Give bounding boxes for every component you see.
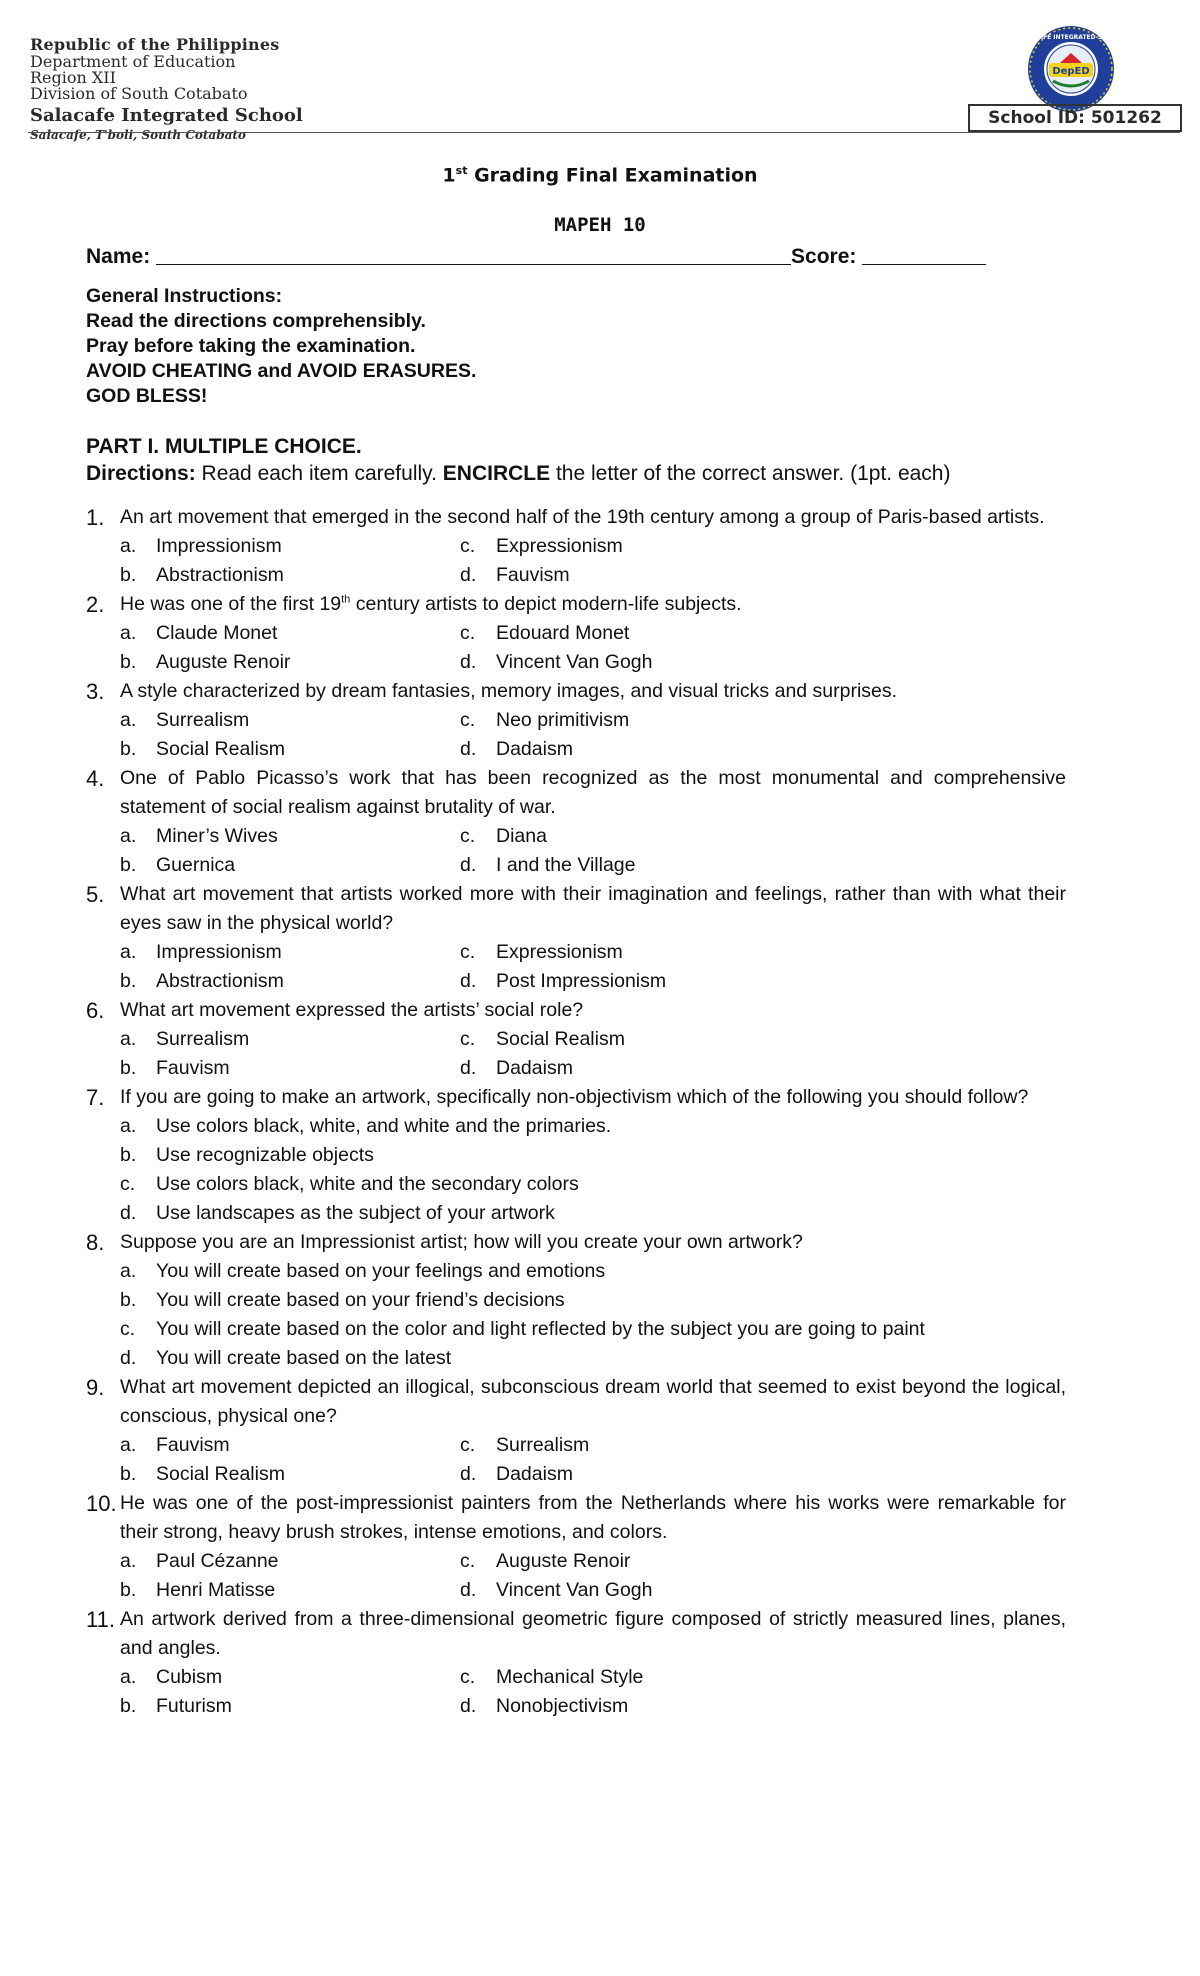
question-text: He was one of the post-impressionist painters from the Netherlands where his works were remarkable for their strong, heavy brush strokes, intense emotions, and colors. xyxy=(120,1492,1066,1543)
option-letter[interactable]: c. xyxy=(460,709,476,731)
option-text: Guernica xyxy=(156,854,236,876)
score-field[interactable] xyxy=(862,244,986,265)
option-letter[interactable]: b. xyxy=(120,1695,137,1717)
option-letter[interactable]: d. xyxy=(460,564,477,586)
answer-options xyxy=(120,1431,1066,1489)
answer-options xyxy=(120,938,1066,996)
option-letter[interactable]: a. xyxy=(120,535,137,557)
option-text: I and the Village xyxy=(496,854,636,876)
option-text: You will create based on your feelings and emotions xyxy=(156,1260,606,1282)
option-letter[interactable]: a. xyxy=(120,1115,137,1137)
question-item xyxy=(86,880,1066,996)
answer-options xyxy=(120,706,1066,764)
option-letter[interactable]: a. xyxy=(120,941,137,963)
answer-option[interactable] xyxy=(460,1054,860,1083)
option-letter[interactable]: b. xyxy=(120,1144,137,1166)
option-letter[interactable]: a. xyxy=(120,825,137,847)
question-item xyxy=(86,1605,1066,1721)
score-label: Score: xyxy=(791,245,857,268)
instruction-line: Read the directions comprehensibly. xyxy=(86,310,426,332)
question-item xyxy=(86,590,1066,677)
question-text: Suppose you are an Impressionist artist; how will you create your own artwork? xyxy=(120,1231,803,1253)
option-letter[interactable]: c. xyxy=(460,1550,476,1572)
answer-option[interactable] xyxy=(120,1141,1020,1170)
answer-option[interactable] xyxy=(120,1460,460,1489)
answer-option[interactable] xyxy=(120,1344,1020,1373)
question-text: An art movement that emerged in the second half of the 19th century among a group of Paris-based artists. xyxy=(120,506,1045,528)
school-name: Salacafe Integrated School xyxy=(30,105,303,126)
directions-label: Directions: xyxy=(86,462,196,485)
question-number: 10. xyxy=(86,1491,117,1516)
option-text: Post Impressionism xyxy=(496,970,667,992)
exam-subject: MAPEH 10 xyxy=(554,214,646,236)
answer-option[interactable] xyxy=(120,851,460,880)
option-letter[interactable]: a. xyxy=(120,1260,137,1282)
option-text: Vincent Van Gogh xyxy=(496,1579,653,1601)
option-text: Paul Cézanne xyxy=(156,1550,279,1572)
question-text: If you are going to make an artwork, specifically non-objectivism which of the following you should follow? xyxy=(120,1086,1029,1108)
answer-option[interactable] xyxy=(120,1025,460,1054)
question-item xyxy=(86,503,1066,590)
answer-option[interactable] xyxy=(120,648,460,677)
answer-option[interactable] xyxy=(120,1692,460,1721)
instructions-heading: General Instructions: xyxy=(86,285,283,307)
answer-option[interactable] xyxy=(120,1199,1020,1228)
instruction-line: GOD BLESS! xyxy=(86,385,208,407)
option-text: Impressionism xyxy=(156,941,282,963)
answer-option[interactable] xyxy=(120,619,460,648)
answer-option[interactable] xyxy=(120,561,460,590)
option-letter[interactable]: b. xyxy=(120,1289,137,1311)
letterhead-division: Division of South Cotabato xyxy=(30,84,248,103)
option-letter[interactable]: c. xyxy=(460,622,476,644)
answer-option[interactable] xyxy=(460,706,860,735)
option-text: Dadaism xyxy=(496,1463,573,1485)
option-letter[interactable]: d. xyxy=(460,1057,477,1079)
option-letter[interactable]: b. xyxy=(120,970,137,992)
answer-option[interactable] xyxy=(120,1547,460,1576)
answer-options xyxy=(120,1112,1066,1228)
answer-option[interactable] xyxy=(460,1692,860,1721)
answer-option[interactable] xyxy=(460,1663,860,1692)
option-text: Abstractionism xyxy=(156,564,284,586)
option-letter[interactable]: d. xyxy=(460,1695,477,1717)
option-text: Vincent Van Gogh xyxy=(496,651,653,673)
option-text: Use landscapes as the subject of your artwork xyxy=(156,1202,555,1224)
answer-options xyxy=(120,532,1066,590)
school-address: Salacafe, T'boli, South Cotabato xyxy=(30,128,246,142)
exam-title xyxy=(0,164,1200,186)
option-letter[interactable]: c. xyxy=(460,535,476,557)
answer-options xyxy=(120,1025,1066,1083)
option-letter[interactable]: c. xyxy=(120,1173,136,1195)
option-text: You will create based on the color and light reflected by the subject you are going to paint xyxy=(156,1318,925,1340)
question-item xyxy=(86,1373,1066,1489)
question-number: 1. xyxy=(86,505,105,530)
option-letter[interactable]: d. xyxy=(460,1579,477,1601)
option-text: Fauvism xyxy=(496,564,570,586)
option-letter[interactable]: d. xyxy=(460,854,477,876)
option-letter[interactable]: b. xyxy=(120,651,137,673)
letterhead-department: Department of Education xyxy=(30,52,236,71)
option-text: Expressionism xyxy=(496,535,623,557)
answer-option[interactable] xyxy=(460,851,860,880)
option-letter[interactable]: c. xyxy=(460,825,476,847)
option-letter[interactable]: c. xyxy=(460,1028,476,1050)
option-letter[interactable]: d. xyxy=(120,1202,137,1224)
option-letter[interactable]: b. xyxy=(120,854,137,876)
option-letter[interactable]: a. xyxy=(120,1028,137,1050)
question-number: 8. xyxy=(86,1230,105,1255)
instruction-line: AVOID CHEATING and AVOID ERASURES. xyxy=(86,360,477,382)
question-list xyxy=(86,503,1066,1721)
option-text: Cubism xyxy=(156,1666,223,1688)
option-text: Surrealism xyxy=(496,1434,590,1456)
question-item xyxy=(86,764,1066,880)
question-text: One of Pablo Picasso’s work that has been recognized as the most monumental and comprehensive statement of social realism against brutality of war. xyxy=(120,767,1066,818)
option-text: Futurism xyxy=(156,1695,232,1717)
question-text: What art movement depicted an illogical, subconscious dream world that seemed to exist beyond the logical, conscious, physical one? xyxy=(120,1376,1066,1427)
option-text: Abstractionism xyxy=(156,970,284,992)
answer-option[interactable] xyxy=(460,561,860,590)
part-directions xyxy=(86,461,950,487)
option-text: Dadaism xyxy=(496,738,573,760)
option-text: Neo primitivism xyxy=(496,709,630,731)
option-letter[interactable]: c. xyxy=(460,1434,476,1456)
header-divider xyxy=(28,132,1180,133)
answer-option[interactable] xyxy=(120,706,460,735)
seal-ring-text: SALACAFE INTEGRATED SCHOOL xyxy=(1016,34,1126,41)
option-text: Use recognizable objects xyxy=(156,1144,374,1166)
question-number: 11. xyxy=(86,1607,115,1632)
school-id-box: School ID: 501262 xyxy=(968,104,1182,132)
option-letter[interactable]: d. xyxy=(460,970,477,992)
option-letter[interactable]: a. xyxy=(120,622,137,644)
option-letter[interactable]: b. xyxy=(120,564,137,586)
question-text: What art movement that artists worked more with their imagination and feelings, rather than with what their eyes saw in the physical world? xyxy=(120,883,1066,934)
answer-option[interactable] xyxy=(120,1315,1020,1344)
name-score-line xyxy=(86,244,986,269)
exam-title-sup: st xyxy=(455,164,468,177)
answer-option[interactable] xyxy=(120,1576,460,1605)
answer-option[interactable] xyxy=(460,619,860,648)
answer-options xyxy=(120,1663,1066,1721)
option-text: Dadaism xyxy=(496,1057,573,1079)
option-text: Social Realism xyxy=(156,1463,285,1485)
exam-title-ordinal: 1 xyxy=(442,164,456,187)
answer-option[interactable] xyxy=(120,938,460,967)
option-text: Use colors black, white, and white and the primaries. xyxy=(156,1115,612,1137)
option-text: Auguste Renoir xyxy=(156,651,291,673)
question-number: 9. xyxy=(86,1375,105,1400)
part-title: PART I. MULTIPLE CHOICE. xyxy=(86,435,362,458)
option-letter[interactable]: a. xyxy=(120,1666,137,1688)
answer-option[interactable] xyxy=(120,1431,460,1460)
answer-option[interactable] xyxy=(460,532,860,561)
option-text: Expressionism xyxy=(496,941,623,963)
option-text: Social Realism xyxy=(496,1028,625,1050)
answer-option[interactable] xyxy=(120,735,460,764)
instruction-line: Pray before taking the examination. xyxy=(86,335,416,357)
answer-option[interactable] xyxy=(120,1286,1020,1315)
answer-option[interactable] xyxy=(460,1547,860,1576)
option-text: Nonobjectivism xyxy=(496,1695,629,1717)
answer-option[interactable] xyxy=(460,822,860,851)
option-text: Social Realism xyxy=(156,738,285,760)
name-label: Name: xyxy=(86,245,151,268)
option-letter[interactable]: c. xyxy=(460,941,476,963)
answer-option[interactable] xyxy=(120,1054,460,1083)
option-letter[interactable]: b. xyxy=(120,1579,137,1601)
option-letter[interactable]: d. xyxy=(460,738,477,760)
question-number: 6. xyxy=(86,998,105,1023)
question-text: What art movement expressed the artists’ social role? xyxy=(120,999,584,1021)
question-number: 2. xyxy=(86,592,105,617)
answer-options xyxy=(120,822,1066,880)
answer-option[interactable] xyxy=(460,1025,860,1054)
answer-option[interactable] xyxy=(120,1257,1020,1286)
option-text: Edouard Monet xyxy=(496,622,630,644)
general-instructions xyxy=(86,284,476,409)
option-letter[interactable]: a. xyxy=(120,709,137,731)
answer-options xyxy=(120,619,1066,677)
answer-option[interactable] xyxy=(120,1663,460,1692)
option-letter[interactable]: b. xyxy=(120,738,137,760)
answer-option[interactable] xyxy=(460,1460,860,1489)
option-letter[interactable]: c. xyxy=(460,1666,476,1688)
question-text-part: He was one of the first 19 xyxy=(120,593,342,615)
option-letter[interactable]: b. xyxy=(120,1463,137,1485)
question-text-part: century artists to depict modern-life subjects. xyxy=(350,593,742,615)
svg-text:DepED: DepED xyxy=(1052,66,1090,77)
exam-title-text: Grading Final Examination xyxy=(474,164,758,187)
option-text: You will create based on the latest xyxy=(156,1347,452,1369)
option-text: Use colors black, white and the secondary colors xyxy=(156,1173,579,1195)
answer-option[interactable] xyxy=(120,1170,1020,1199)
answer-option[interactable] xyxy=(460,967,860,996)
option-letter[interactable]: a. xyxy=(120,1550,137,1572)
directions-text-end: the letter of the correct answer. (1pt. each) xyxy=(555,462,951,485)
answer-option[interactable] xyxy=(120,1112,1020,1141)
answer-option[interactable] xyxy=(460,648,860,677)
option-text: Henri Matisse xyxy=(156,1579,276,1601)
option-letter[interactable]: a. xyxy=(120,1434,137,1456)
question-number: 5. xyxy=(86,882,105,907)
option-text: Diana xyxy=(496,825,547,847)
option-text: Fauvism xyxy=(156,1434,230,1456)
answer-option[interactable] xyxy=(460,1431,860,1460)
option-text: You will create based on your friend’s decisions xyxy=(156,1289,565,1311)
option-text: Claude Monet xyxy=(156,622,278,644)
option-text: Mechanical Style xyxy=(496,1666,644,1688)
option-text: Surrealism xyxy=(156,1028,250,1050)
answer-options xyxy=(120,1547,1066,1605)
answer-options xyxy=(120,1257,1066,1373)
question-text-sup: th xyxy=(341,593,351,606)
question-item xyxy=(86,996,1066,1083)
option-text: Fauvism xyxy=(156,1057,230,1079)
letterhead xyxy=(30,36,450,142)
letterhead-region: Region XII xyxy=(30,68,116,87)
question-number: 3. xyxy=(86,679,105,704)
option-text: Impressionism xyxy=(156,535,282,557)
question-text xyxy=(120,590,1066,619)
option-text: Surrealism xyxy=(156,709,250,731)
question-number: 4. xyxy=(86,766,105,791)
option-text: Auguste Renoir xyxy=(496,1550,631,1572)
question-item xyxy=(86,1489,1066,1605)
option-letter[interactable]: c. xyxy=(120,1318,136,1340)
letterhead-republic: Republic of the Philippines xyxy=(30,35,280,54)
answer-option[interactable] xyxy=(460,1576,860,1605)
answer-option[interactable] xyxy=(460,938,860,967)
answer-option[interactable] xyxy=(120,822,460,851)
question-number: 7. xyxy=(86,1085,105,1110)
option-text: Miner’s Wives xyxy=(156,825,278,847)
school-seal-icon xyxy=(1004,24,1138,114)
question-text: A style characterized by dream fantasies, memory images, and visual tricks and surprises. xyxy=(120,680,898,702)
question-text: An artwork derived from a three-dimensional geometric figure composed of strictly measured lines, planes, and angles. xyxy=(120,1608,1066,1659)
question-item xyxy=(86,1228,1066,1373)
option-letter[interactable]: b. xyxy=(120,1057,137,1079)
question-item xyxy=(86,677,1066,764)
answer-option[interactable] xyxy=(460,735,860,764)
option-letter[interactable]: d. xyxy=(460,651,477,673)
answer-option[interactable] xyxy=(120,532,460,561)
option-letter[interactable]: d. xyxy=(120,1347,137,1369)
directions-text: Read each item carefully. xyxy=(201,462,437,485)
directions-emphasis: ENCIRCLE xyxy=(442,462,551,485)
question-item xyxy=(86,1083,1066,1228)
option-letter[interactable]: d. xyxy=(460,1463,477,1485)
name-field[interactable] xyxy=(156,244,791,265)
answer-option[interactable] xyxy=(120,967,460,996)
